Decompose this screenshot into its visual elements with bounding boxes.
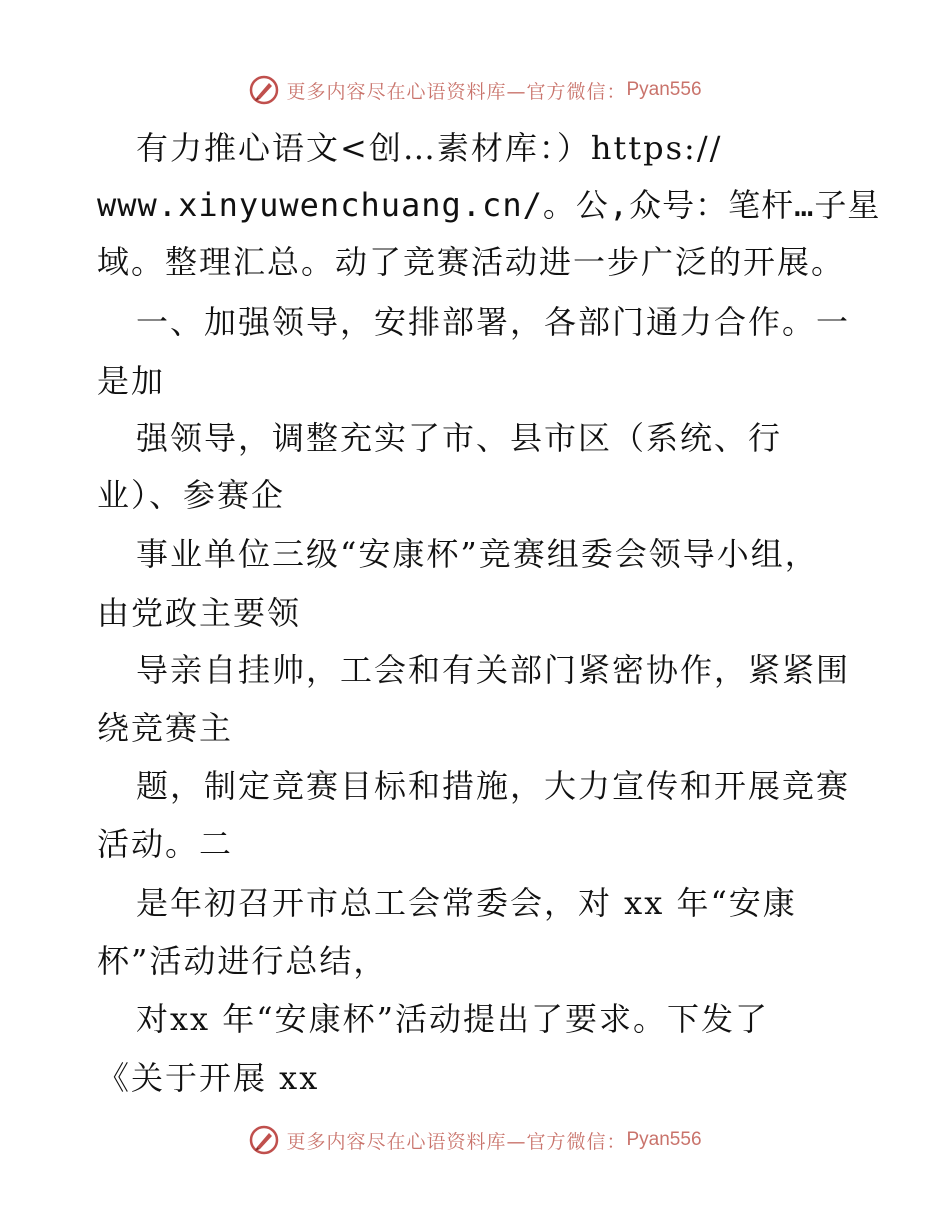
text-line: 题，制定竞赛目标和措施，大力宣传和开展竞赛 bbox=[136, 767, 851, 805]
text-line: 《关于开展 xx bbox=[97, 1059, 320, 1097]
text-line: 由党政主要领 bbox=[97, 594, 302, 632]
red-pen-logo-icon bbox=[248, 74, 280, 106]
text-line: 强领导，调整充实了市、县市区（系统、行 bbox=[136, 419, 783, 457]
text-line: 导亲自挂帅，工会和有关部门紧密协作，紧紧围 bbox=[136, 651, 851, 689]
watermark-text: 更多内容尽在心语资料库—官方微信： bbox=[286, 1130, 627, 1153]
text-line: 域。整理汇总。动了竞赛活动进一步广泛的开展。 bbox=[97, 243, 846, 281]
text-line: 对xx 年“安康杯”活动提出了要求。下发了 bbox=[136, 1000, 769, 1038]
text-line: 有力推心语文<创…素材库：）https:// bbox=[136, 129, 723, 167]
text-line: 事业单位三级“安康杯”竞赛组委会领导小组， bbox=[136, 535, 819, 573]
text-line: 绕竞赛主 bbox=[97, 709, 234, 747]
watermark-wechat-id: Pyan556 bbox=[626, 79, 702, 100]
text-line: www.xinyuwenchuang.cn/。公,众号：笔杆…子星 bbox=[97, 186, 881, 224]
watermark-banner-top bbox=[0, 70, 950, 110]
watermark-text: 更多内容尽在心语资料库—官方微信： bbox=[286, 80, 627, 103]
text-line: 活动。二 bbox=[97, 825, 234, 863]
text-line: 杯”活动进行总结， bbox=[97, 942, 388, 980]
watermark-banner-bottom bbox=[0, 1120, 950, 1160]
text-line: 业）、参赛企 bbox=[97, 476, 286, 514]
red-pen-logo-icon bbox=[248, 1124, 280, 1156]
text-line: 是加 bbox=[97, 362, 166, 400]
text-line: 是年初召开市总工会常委会，对 xx 年“安康 bbox=[136, 884, 797, 922]
watermark-wechat-id: Pyan556 bbox=[626, 1129, 702, 1150]
text-line: 一、加强领导，安排部署，各部门通力合作。一 bbox=[136, 303, 851, 341]
